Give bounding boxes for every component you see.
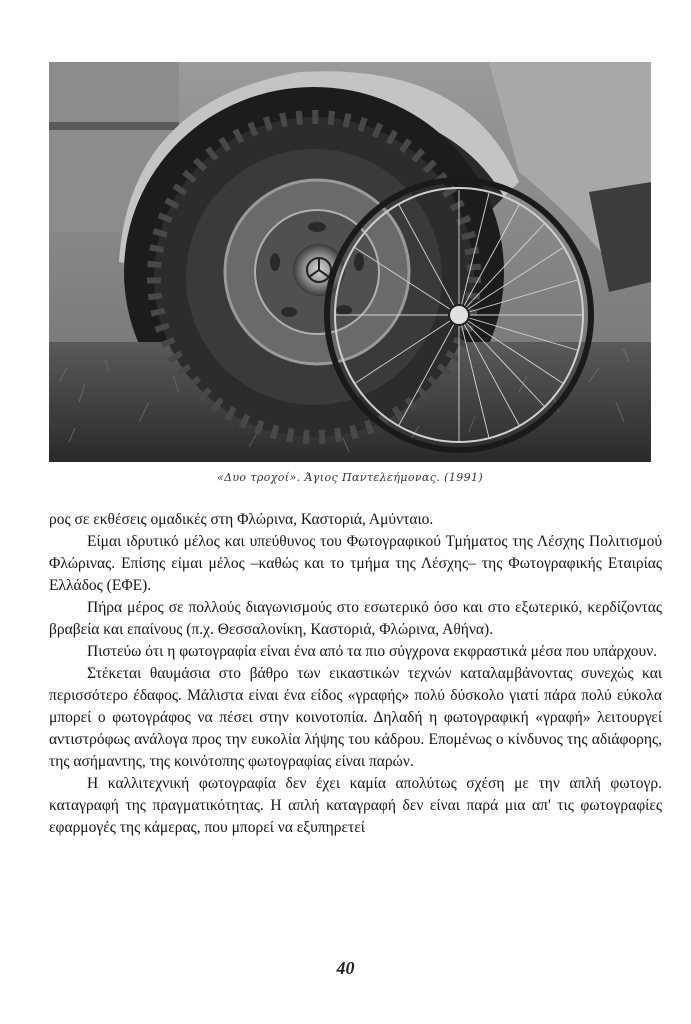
paragraph: Πήρα μέρος σε πολλούς διαγωνισμούς στο εσωτερικό όσο και στο εξωτερικό, κερδίζοντας βραβεία και επαίνους (π.χ. Θεσσαλονίκη, Καστοριά, Φλώρινα, Αθήνα). bbox=[49, 599, 662, 638]
paragraph: Πιστεύω ότι η φωτογραφία είναι ένα από τα πιο σύγχρονα εκφραστικά μέσα που υπάρχουν. bbox=[87, 643, 658, 660]
paragraph: Στέκεται θαυμάσια στο βάθρο των εικαστικών τεχνών καταλαμβάνοντας συνεχώς και περισσότερο έδαφος. Μάλιστα είναι ένα είδος «γραφής» πολύ δύσκολο γιατί πάρα πολύ εύκολα μπορεί ο φωτογράφος να πέσει στην κοινοτοπία. Δηλαδή η φωτογραφική «γραφή» λειτουργεί αντιστρόφως ανάλογα προς την ευκολία λήψης του κάδρου. Επομένως ο κίνδυνος της αδιάφορης, της ασήμαντης, της κοινότοπης φωτογραφίας είναι παρών. bbox=[49, 665, 662, 770]
photo-caption: «Δυο τροχοί». Άγιος Παντελεήμονας. (1991) bbox=[216, 471, 484, 484]
page-number: 40 bbox=[336, 958, 355, 978]
paragraph: Η καλλιτεχνική φωτογραφία δεν έχει καμία απολύτως σχέση με την απλή φωτογρ. καταγραφή της πραγματικότητας. Η απλή καταγραφή δεν είναι παρά μια απ' τις φωτογραφίες εφαρμογές της κάμερας, που μπορεί να εξυπηρετεί bbox=[49, 775, 662, 836]
body-text bbox=[49, 509, 662, 839]
photo-illustration bbox=[49, 62, 651, 462]
photo-two-wheels bbox=[49, 62, 651, 462]
paragraph: Είμαι ιδρυτικό μέλος και υπεύθυνος του Φωτογραφικού Τμήματος της Λέσχης Πολιτισμού Φλώρινας. Επίσης είμαι μέλος –καθώς και το τμήμα της Λέσχης– της Φωτογραφικής Εταιρίας Ελλάδος (ΕΦΕ). bbox=[49, 533, 662, 594]
paragraph: ρος σε εκθέσεις ομαδικές στη Φλώρινα, Καστοριά, Αμύνταιο. bbox=[49, 511, 434, 528]
